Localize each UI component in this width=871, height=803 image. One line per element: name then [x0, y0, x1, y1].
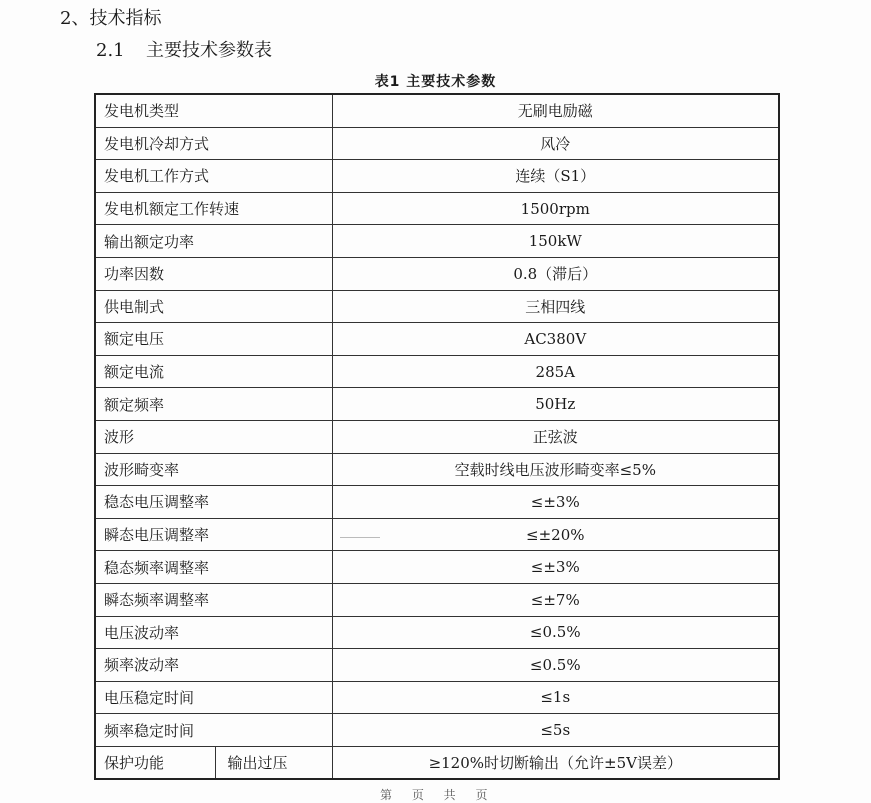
row-label: 电压稳定时间: [95, 681, 332, 714]
row-label: 稳态电压调整率: [95, 486, 332, 519]
table-row: [95, 551, 779, 584]
row-label: 功率因数: [95, 257, 332, 290]
row-label: 波形畸变率: [95, 453, 332, 486]
row-value: ≤±3%: [332, 551, 779, 584]
table-row: [95, 127, 779, 160]
row-value: 正弦波: [332, 420, 779, 453]
row-value: 风冷: [332, 127, 779, 160]
row-value: ≤±20%: [332, 518, 779, 551]
row-label: 波形: [95, 420, 332, 453]
row-value: 150kW: [332, 225, 779, 258]
row-value: ≤±7%: [332, 583, 779, 616]
row-value: 50Hz: [332, 388, 779, 421]
row-label: 保护功能: [95, 746, 215, 779]
row-label: 额定电流: [95, 355, 332, 388]
row-value: ≤0.5%: [332, 649, 779, 682]
row-value: ≤±3%: [332, 486, 779, 519]
table-row: [95, 192, 779, 225]
page-footer: 第 页 共 页: [380, 788, 496, 802]
row-value: 0.8（滞后）: [332, 257, 779, 290]
row-value: 三相四线: [332, 290, 779, 323]
subsection-title: [96, 36, 272, 62]
row-value: ≤5s: [332, 714, 779, 747]
table-caption: 表1 主要技术参数: [374, 74, 497, 90]
row-label: 频率稳定时间: [95, 714, 332, 747]
table-row: [95, 355, 779, 388]
row-label: 发电机额定工作转速: [95, 192, 332, 225]
row-value: 1500rpm: [332, 192, 779, 225]
row-value: 连续（S1）: [332, 160, 779, 193]
table-row: [95, 388, 779, 421]
row-label: 瞬态频率调整率: [95, 583, 332, 616]
row-value: 285A: [332, 355, 779, 388]
table-row: [95, 649, 779, 682]
table-row: [95, 94, 779, 127]
table-row: [95, 225, 779, 258]
table-row: [95, 616, 779, 649]
row-label: 电压波动率: [95, 616, 332, 649]
row-value: 无刷电励磁: [332, 94, 779, 127]
table-row: [95, 486, 779, 519]
row-label: 发电机类型: [95, 94, 332, 127]
table-row: [95, 160, 779, 193]
table-row: [95, 583, 779, 616]
table-row: [95, 518, 779, 551]
table-row: [95, 420, 779, 453]
row-value: 空载时线电压波形畸变率≤5%: [332, 453, 779, 486]
spec-table: [94, 93, 780, 780]
row-value: ≤1s: [332, 681, 779, 714]
row-label: 频率波动率: [95, 649, 332, 682]
row-sub-label: 输出过压: [215, 746, 332, 779]
table-row: [95, 257, 779, 290]
table-row: [95, 714, 779, 747]
row-label: 额定频率: [95, 388, 332, 421]
table-row: [95, 290, 779, 323]
row-value: AC380V: [332, 323, 779, 356]
table-row: [95, 453, 779, 486]
section-title: 2、技术指标: [60, 8, 162, 29]
row-label: 瞬态电压调整率: [95, 518, 332, 551]
spec-table-body: [95, 94, 779, 779]
row-value: ≤0.5%: [332, 616, 779, 649]
row-label: 稳态频率调整率: [95, 551, 332, 584]
subsection-number: 2.1: [96, 40, 125, 61]
row-label: 输出额定功率: [95, 225, 332, 258]
row-label: 额定电压: [95, 323, 332, 356]
row-label: 发电机冷却方式: [95, 127, 332, 160]
scan-speck: [340, 537, 380, 538]
table-row: [95, 323, 779, 356]
row-label: 供电制式: [95, 290, 332, 323]
table-row: [95, 746, 779, 779]
subsection-text: 主要技术参数表: [146, 40, 272, 61]
table-row: [95, 681, 779, 714]
row-label: 发电机工作方式: [95, 160, 332, 193]
row-value: ≥120%时切断输出（允许±5V误差）: [332, 746, 779, 779]
